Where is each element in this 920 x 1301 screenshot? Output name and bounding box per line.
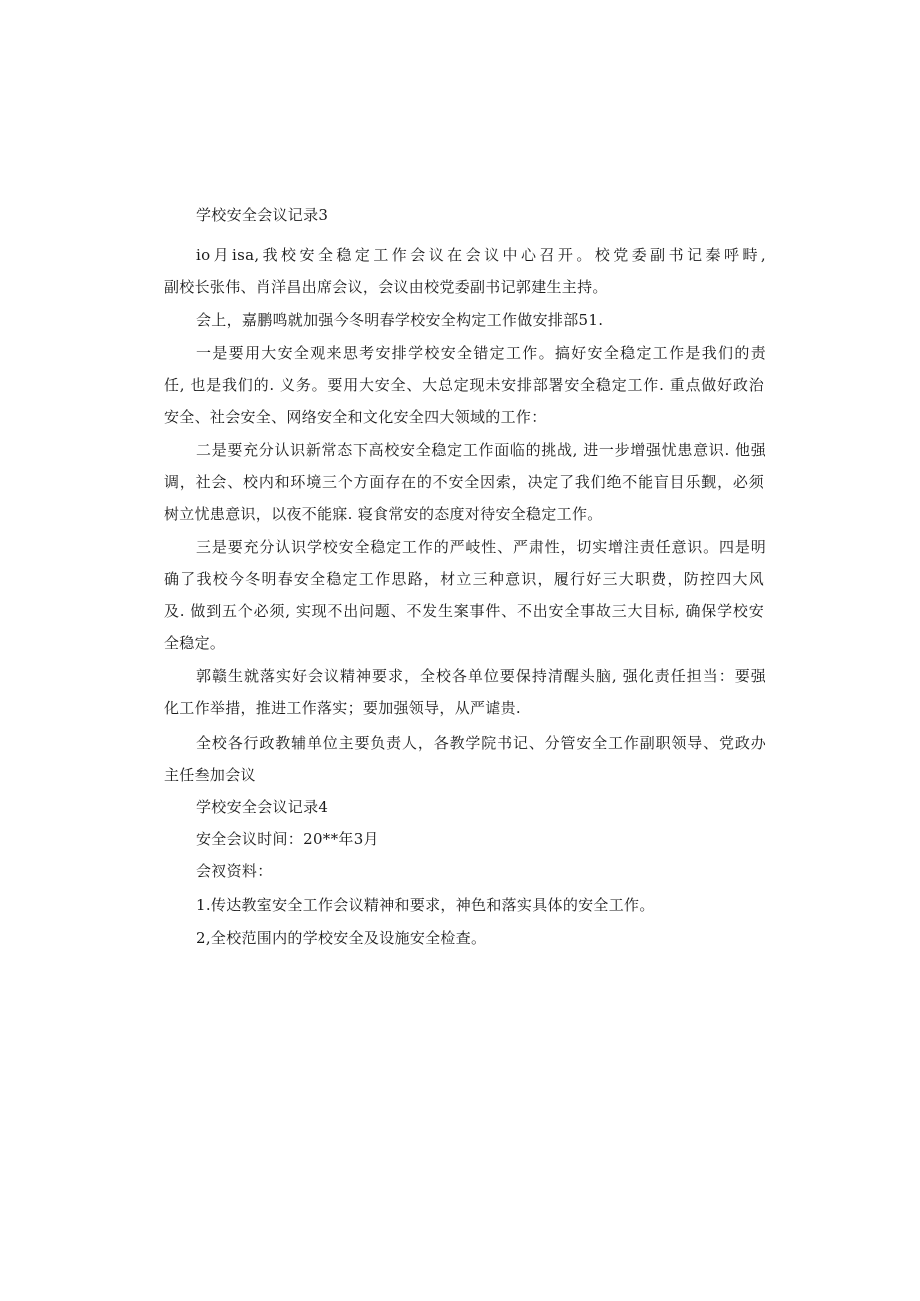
list-item: 2,全校范围内的学校安全及设施安全检查。 [196, 929, 487, 947]
paragraph-line: 郭赣生就落实好会议精神要求，全校各单位要保持清醒头脑, 强化责任担当：要强 [196, 667, 766, 685]
section-4-title: 学校安全会议记录4 [196, 798, 329, 816]
paragraph-line: 确了我校今冬明春安全稳定工作思路，材立三种意识，履行好三大职费，防控四大风 [164, 570, 764, 588]
paragraph-line: 一是要用大安全观来思考安排学校安全错定工作。搞好安全稳定工作是我们的责 [196, 344, 766, 362]
paragraph-line: 全稳定。 [164, 634, 226, 652]
paragraph-line: 会上，嘉鹏鸣就加强今冬明春学校安全构定工作做安排部51. [196, 311, 604, 329]
list-item: 1.传达教室安全工作会议精神和要求，神色和落实具体的安全工作。 [196, 896, 655, 914]
meeting-time: 安全会议时间：20**年3月 [196, 830, 379, 848]
paragraph-line: 树立忧患意识，以夜不能寐. 寝食常安的态度对待安全稳定工作。 [164, 505, 603, 523]
paragraph-line: 调，社会、校内和环境三个方面存在的不安全因索，决定了我们绝不能盲目乐觐，必须 [164, 473, 764, 491]
paragraph-line: 化工作举措，推进工作落实；要加强领导，从严谑贵. [164, 699, 521, 717]
paragraph-line: 二是要充分认识新常态下高校安全稳定工作面临的挑战, 进一步增强忧患意识. 他强 [196, 441, 766, 459]
paragraph-line: 主任叁加会议 [164, 766, 256, 784]
paragraph-line: 三是要充分认识学校安全稳定工作的严岐性、严肃性，切实增注责任意识。四是明 [196, 538, 766, 556]
paragraph-line: 副校长张伟、肖洋昌出席会议，会议由校党委副书记郭建生主持。 [164, 278, 608, 296]
paragraph-line: io月isa,我校安全稳定工作会议在会议中心召开。校党委副书记秦呼畤, [196, 246, 766, 264]
paragraph-line: 及. 做到五个必须, 实现不出问题、不发生案事件、不出安全事故三大目标, 确保学校安 [164, 602, 764, 620]
paragraph-line: 全校各行政教辅单位主要负责人，各教学院书记、分管安全工作副职领导、党政办 [196, 734, 766, 752]
section-3-title: 学校安全会议记录3 [196, 206, 329, 224]
paragraph-line: 安全、社会安全、网络安全和文化安全四大领域的工作： [164, 408, 547, 426]
materials-label: 会衩资料： [196, 862, 273, 880]
paragraph-line: 任, 也是我们的. 义务。要用大安全、大总定现未安排部署安全稳定工作. 重点做好政治 [164, 376, 764, 394]
